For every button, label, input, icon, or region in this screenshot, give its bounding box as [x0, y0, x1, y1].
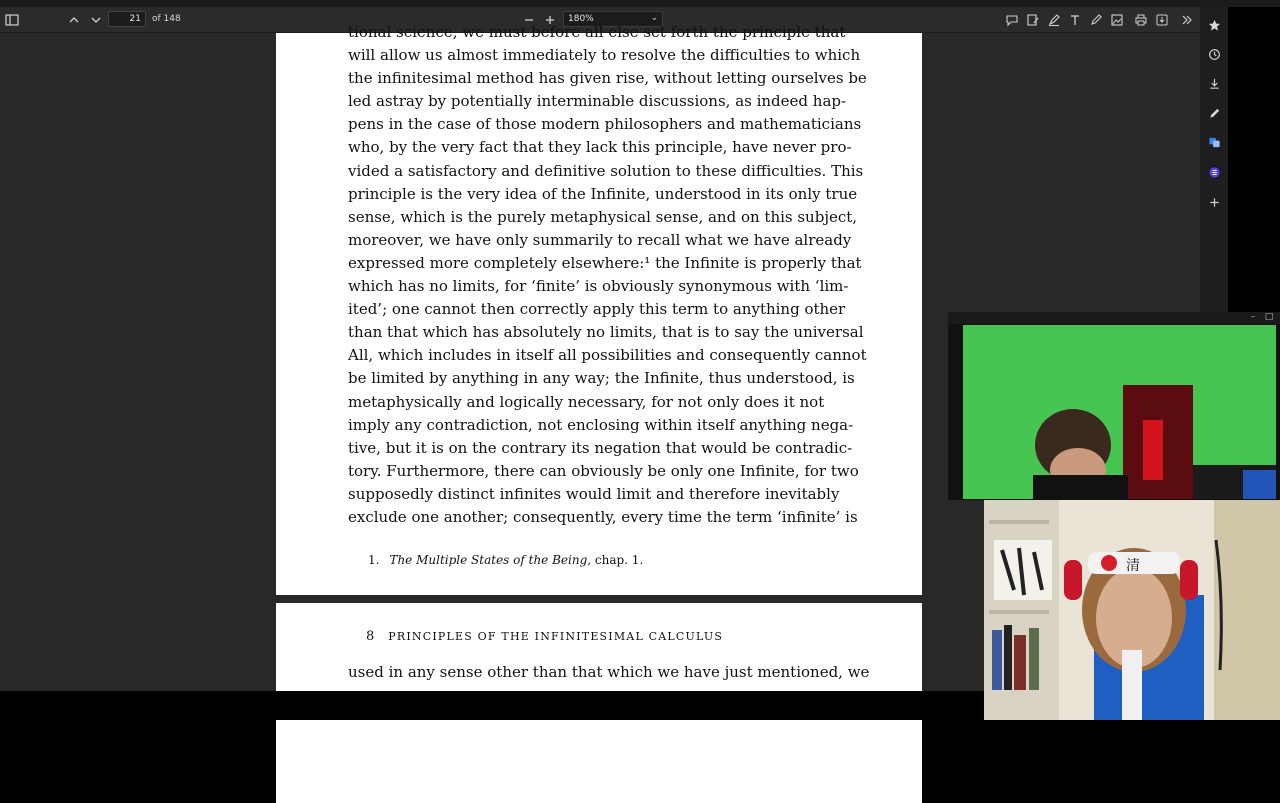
footnote-number: 1.: [368, 553, 380, 567]
text-line: the infinitesimal method has given rise, without letting ourselves be: [348, 69, 867, 88]
text-line: will allow us almost immediately to resolve the difficulties to which: [348, 46, 861, 65]
text-line: supposedly distinct infinites would limit and therefore inevitably: [348, 484, 840, 503]
image-icon[interactable]: [1107, 10, 1127, 30]
more-tools-icon[interactable]: [1177, 10, 1197, 30]
text-line: used in any sense other than that which we have just mentioned, we: [348, 663, 870, 681]
text-line: who, by the very fact that they lack this principle, have never pro-: [348, 138, 852, 157]
window-titlebar[interactable]: [948, 312, 1280, 324]
webcam-feed-2: [984, 500, 1280, 720]
print-icon[interactable]: [1131, 10, 1151, 30]
footnote: [368, 553, 643, 567]
chevron-down-icon: ⌄: [650, 13, 658, 23]
text-line: exclude one another; consequently, every time the term ‘infinite’ is: [348, 507, 858, 526]
text-line: metaphysically and logically necessary, for not only does it not: [348, 392, 825, 411]
page-number-input[interactable]: [108, 11, 146, 27]
page-body-text: [348, 21, 867, 529]
desktop-background: [1228, 7, 1280, 312]
page-number: 8: [366, 629, 375, 644]
text-line: tional science, we must before all else set forth the principle that: [348, 23, 846, 41]
chevron-down-icon[interactable]: [86, 10, 106, 30]
comment-icon[interactable]: [1002, 10, 1022, 30]
text-line: pens in the case of those modern philosophers and mathematicians: [348, 115, 862, 134]
pen-icon[interactable]: [1204, 103, 1224, 123]
text-line: All, which includes in itself all possibilities and consequently cannot: [348, 346, 867, 365]
highlighter-icon[interactable]: [1044, 10, 1064, 30]
footnote-rest: , chap. 1.: [587, 553, 644, 567]
screen-bottom-bar: [0, 691, 984, 720]
text-line: expressed more completely elsewhere:¹ the Infinite is properly that: [348, 253, 862, 272]
maximize-icon[interactable]: □: [1264, 312, 1274, 322]
running-title: PRINCIPLES OF THE INFINITESIMAL CALCULUS: [388, 630, 724, 643]
star-icon[interactable]: [1204, 15, 1224, 35]
text-line: which has no limits, for ‘finite’ is obviously synonymous with ‘lim-: [348, 277, 849, 296]
footnote-title: The Multiple States of the Being: [389, 553, 588, 567]
pen-icon[interactable]: [1086, 10, 1106, 30]
history-icon[interactable]: [1204, 44, 1224, 64]
webcam-feed: [963, 325, 1276, 499]
svg-text:清: 清: [1126, 558, 1140, 574]
text-line: tive, but it is on the contrary its negation that would be contradic-: [348, 438, 853, 457]
chevron-up-icon[interactable]: [64, 10, 84, 30]
save-icon[interactable]: [1152, 10, 1172, 30]
text-line: than that which has absolutely no limits, that is to say the universal: [348, 323, 864, 342]
sidebar-toggle-icon[interactable]: [2, 10, 22, 30]
webcam-window[interactable]: [948, 312, 1280, 500]
text-icon[interactable]: [1065, 10, 1085, 30]
extension-icon[interactable]: [1204, 162, 1224, 182]
plus-icon[interactable]: [1204, 192, 1224, 212]
edit-pdf-icon[interactable]: [1023, 10, 1043, 30]
browser-sidebar: [1200, 7, 1228, 312]
text-line: ited’; one cannot then correctly apply this term to anything other: [348, 300, 846, 319]
text-line: imply any contradiction, not enclosing within itself anything nega-: [348, 415, 854, 434]
translate-icon[interactable]: [1204, 132, 1224, 152]
pdf-page: [276, 23, 922, 595]
text-line: principle is the very idea of the Infinite, understood in its only true: [348, 184, 858, 203]
running-head: [366, 625, 723, 644]
download-icon[interactable]: [1204, 73, 1224, 93]
text-line: moreover, we have only summarily to recall what we have already: [348, 230, 852, 249]
text-line: sense, which is the purely metaphysical sense, and on this subject,: [348, 207, 858, 226]
minimize-icon[interactable]: –: [1250, 312, 1256, 322]
text-line: tory. Furthermore, there can obviously be only one Infinite, for two: [348, 461, 859, 480]
text-line: be limited by anything in any way; the Infinite, thus understood, is: [348, 369, 855, 388]
page-count: of 148: [152, 14, 181, 24]
zoom-value: 180%: [568, 14, 594, 24]
text-line: vided a satisfactory and definitive solution to these difficulties. This: [348, 161, 864, 180]
browser-tab-strip: [0, 0, 1280, 7]
text-line: led astray by potentially interminable discussions, as indeed hap-: [348, 92, 847, 111]
